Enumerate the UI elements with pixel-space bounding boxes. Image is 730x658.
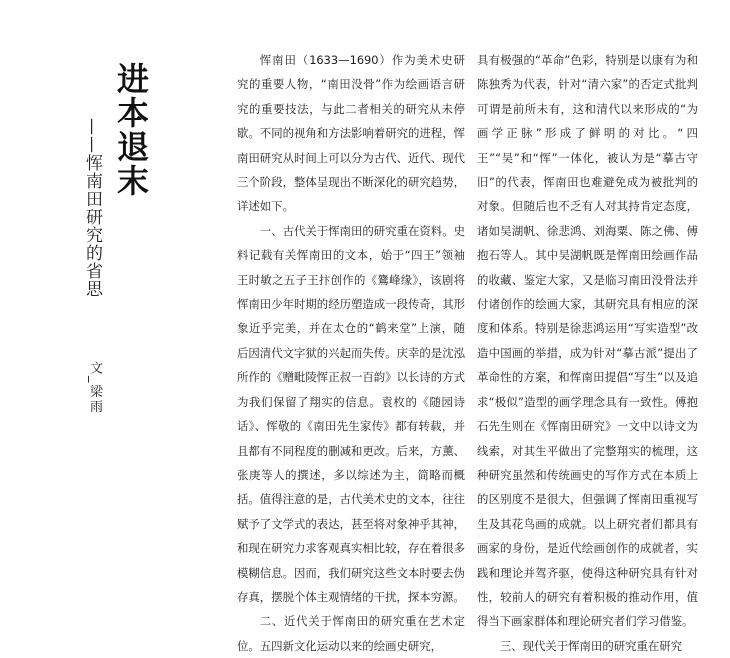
author-byline: 文_梁雨	[87, 361, 102, 415]
text-column-left	[237, 48, 465, 658]
article-subtitle: ——恽南田研究的省思	[82, 118, 102, 298]
paragraph-modern-research-start: 二、近代关于恽南田的研究重在艺术定位。五四新文化运动以来的绘画史研究，	[237, 614, 465, 653]
paragraph-modern-research-cont: 具有极强的“革命”色彩，特别是以康有为和陈独秀为代表，针对“清六家”的否定式批判可谓是前所未有，这和清代以来形成的“为画学正脉”形成了鲜明的对比。“四王”“吴”和“恽”一体化，被认为是“摹古守旧”的代表，恽南田也难避免成为被批判的对象。但随后也不乏有人对其持肯定态度，诸如吴湖帆、徐悲鸿、刘海粟、陈之佛、傅抱石等人。其中吴湖帆既是恽南田绘画作品的收藏、鉴定大家，又是临习南田没骨法并付诸创作的绘画大家，其研究具有相应的深度和体系。特别是徐悲鸿运用“写实造型”改造中国画的举措，成为针对“摹古派”提出了革命性的方案，和恽南田提倡“写生”以及追求“极似”造型的画学理念具有一致性。傅抱石先生则在《恽南田研究》一文中以诗文为线索，对其生平做出了完整翔实的梳理，这种研究虽然和传统画史的写作方式在本质上的区别度不是很大，但强调了恽南田重视写生及其花鸟画的成就。以上研究者们都具有画家的身份，是近代绘画创作的成就者，实践和理论并驾齐驱，使得这种研究具有针对性，较前人的研究有着积极的推动作用，值得当下画家群体和理论研究者们学习借鉴。	[477, 53, 698, 629]
article-title: 进本退末	[112, 62, 150, 198]
paragraph-ancient-research: 一、古代关于恽南田的研究重在资料。史料记载有关恽南田的文本，始于“四王”领袖王时敏之五子王抃创作的《鷟峰缘》，该剧将恽南田少年时期的经历塑造成一段传奇，其形象近乎完美，并在太仓的“鹤来堂”上演，随后因清代文字狱的兴起而失传。庆幸的是沈泓所作的《赠毗陵恽正叔一百韵》以长诗的方式为我们保留了翔实的信息。袁枚的《随园诗话》、恽敬的《南田先生家传》都有转载，并且都有不同程度的删减和更改。后来，方薰、张庚等人的撰述，多以综述为主，简略而概括。值得注意的是，古代美术史的文本，往往赋予了文学式的表达，甚至将对象神乎其神，和现在研究力求客观真实相比较，存在着很多模糊信息。因而，我们研究这些文本时要去伪存真，摆脱个体主观情绪的干扰，探本穷源。	[237, 223, 465, 604]
text-column-right	[477, 48, 698, 658]
paragraph-intro: 恽南田（1633—1690）作为美术史研究的重要人物，“南田没骨”作为绘画语言研究的重要技法，与此二者相关的研究从未停歇。不同的视角和方法影响着研究的进程，恽南田研究从时间上可以分为古代、近代、现代三个阶段，整体呈现出不断深化的研究趋势，详述如下。	[237, 53, 465, 214]
paragraph-contemporary-research-start: 三、现代关于恽南田的研究重在研究	[499, 638, 683, 653]
